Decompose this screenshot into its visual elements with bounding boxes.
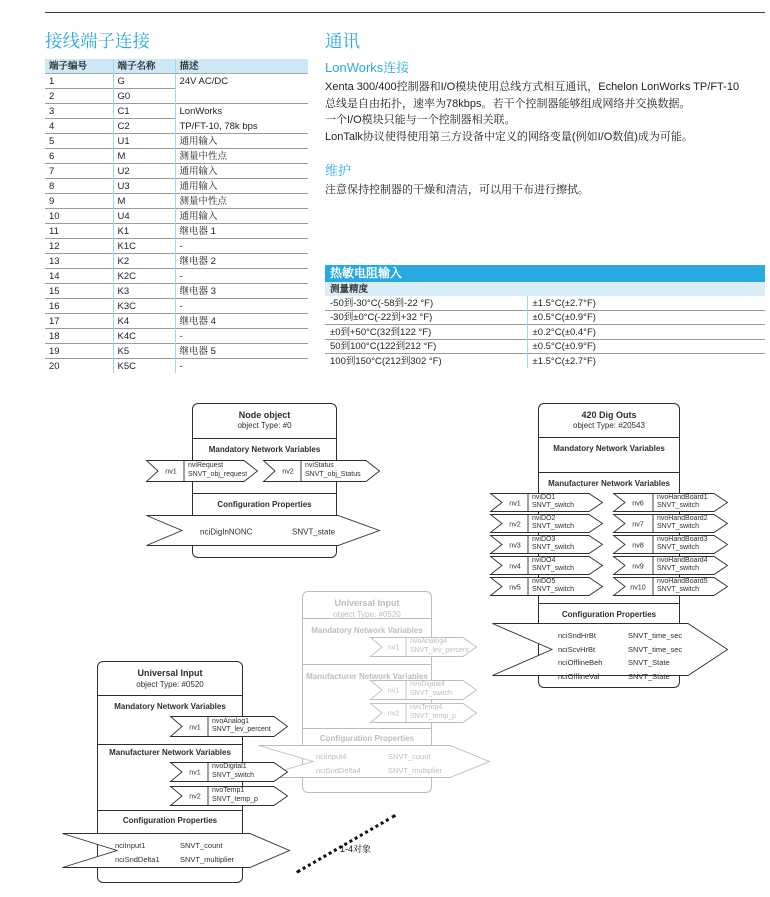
terminal-section-title: 接线端子连接 [45,31,150,51]
terminal-name-cell: K2C [113,269,175,284]
nv-tag: nv10 [630,582,646,591]
diagram-node-object [146,400,386,562]
config-properties-arrow [62,833,290,868]
temperature-range-cell: -50到-30°C(-58到-22 °F) [330,297,434,309]
terminal-table-header-row [45,59,308,74]
terminal-number-cell: 7 [45,164,113,179]
thermistor-section [325,265,765,368]
terminal-desc-cell: 通用输入 [175,179,308,194]
thermistor-row [325,325,765,340]
nv-output-arrow [263,460,380,482]
mandatory-section-header: Mandatory Network Variables [311,626,423,635]
accuracy-cell: ±0.5°C(±0.9°F) [527,339,765,354]
nv-input-arrow [146,460,258,482]
terminal-name-cell: K5C [113,359,175,374]
nv-tag: nv2 [189,791,201,801]
universal-input-title: Universal Input [137,668,203,678]
config-properties-arrow [492,623,728,681]
section-divider [97,744,243,745]
terminal-desc-cell: 通用输入 [175,164,308,179]
output-nv-column [613,493,728,596]
node-object-type: object Type: #0 [237,421,292,430]
universal-input-type: object Type: #0520 [333,610,401,619]
terminal-name-cell: C1 [113,104,175,119]
terminal-desc-cell: 测量中性点 [175,194,308,209]
nv-name: nvoTemp4 [410,704,443,712]
config-name: nciSndDelta1 [115,854,160,864]
nv-name: nvoAnalog4 [410,638,447,646]
terminal-table-row [45,239,308,254]
nv-type: SNVT_temp_p [410,713,456,720]
communication-title: 通讯 [325,31,360,51]
terminal-desc-cell: 24V AC/DC [175,74,308,89]
terminal-name-cell: U2 [113,164,175,179]
terminal-table-row [45,74,308,89]
accuracy-cell: ±0.5°C(±0.9°F) [527,310,765,325]
terminal-number-cell: 13 [45,254,113,269]
config-type: SNVT_State [628,658,670,667]
terminal-desc-cell: - [175,329,308,344]
section-divider [538,603,680,604]
nv-name: nviDO3 [532,535,556,543]
universal-input-title: Universal Input [334,598,400,608]
maintenance-title: 维护 [325,163,352,178]
terminal-name-cell: C2 [113,119,175,134]
temperature-range-cell: ±0到+50°C(32到122 °F) [325,325,527,340]
nv-name: nviStatus [305,462,334,470]
nv-tag: nv2 [282,466,294,476]
terminal-number-cell: 8 [45,179,113,194]
terminal-table-row [45,89,308,104]
nv-tag: nv4 [509,561,521,570]
accuracy-cell: ±0.2°C(±0.4°F) [527,325,765,340]
nv-output-arrow [170,786,288,806]
nv-name: nviDO2 [532,514,556,522]
nv-output-arrow [170,716,288,737]
terminal-number-cell: 6 [45,149,113,164]
thermistor-row [325,339,765,354]
terminal-number-cell: 15 [45,284,113,299]
col-header-description: 描述 [175,59,308,74]
terminal-table-row [45,329,308,344]
nv-name: nvoDigital4 [410,681,445,689]
thermistor-subtitle: 测量精度 [325,282,765,296]
terminal-section [45,30,308,373]
terminal-name-cell: U3 [113,179,175,194]
section-divider [97,695,243,696]
terminal-name-cell: K4C [113,329,175,344]
terminal-name-cell: K2 [113,254,175,269]
communication-section [325,30,765,199]
config-type: SNVT_time_sec [628,644,683,654]
nv-tag: nv1 [387,685,400,695]
terminal-name-cell: U1 [113,134,175,149]
thermistor-table [325,296,765,368]
nv-name: nvoHandBoard4 [657,556,708,564]
terminal-number-cell: 10 [45,209,113,224]
nv-input-arrow [490,514,603,533]
nv-type: SNVT_obj_Status [305,471,361,478]
config-properties-arrow [146,515,380,546]
dig-outs-type: object Type: #20543 [573,421,645,430]
config-name: nciSndHrBt [558,631,596,640]
accuracy-cell: ±1.5°C(±2.7°F) [527,296,765,310]
config-type: SNVT_count [180,841,223,850]
nv-input-arrow [490,535,603,554]
terminal-number-cell: 12 [45,239,113,254]
config-type: SNVT_multiplier [388,765,443,775]
nv-output-arrow [370,680,477,700]
config-type: SNVT_count [388,752,431,761]
terminal-desc-cell: 继电器 5 [175,344,308,359]
nv-type: SNVT_switch [532,565,575,573]
terminal-table-row [45,254,308,269]
nv-tag: nv1 [189,722,201,731]
nv-name: nvoHandBoard2 [657,514,708,522]
terminal-name-cell: M [113,149,175,164]
config-type: SNVT_time_sec [628,631,683,640]
terminal-desc-cell: 测量中性点 [175,149,308,164]
node-object-title: Node object [238,410,291,420]
terminal-table-row [45,134,308,149]
terminal-desc-cell: TP/FT-10, 78k bps [175,119,308,134]
section-divider [192,493,337,494]
manufacturer-section-header: Manufacturer Network Variables [109,748,231,757]
thermistor-row [325,310,765,325]
terminal-desc-cell: 继电器 1 [175,224,308,239]
terminal-name-cell: U4 [113,209,175,224]
nv-tag: nv1 [509,498,521,507]
lonworks-paragraph [325,79,765,145]
terminal-table-row [45,119,308,134]
dig-outs-title: 420 Dig Outs [581,410,637,420]
nv-type: SNVT_switch [657,502,700,510]
terminal-number-cell: 1 [45,74,113,89]
nv-name: nvoHandBoard1 [657,493,708,501]
section-divider [538,472,680,473]
accuracy-cell: ±1.5°C(±2.7°F) [527,354,765,368]
terminal-table-row [45,194,308,209]
nv-tag: nv3 [509,540,521,549]
nv-type: SNVT_switch [532,523,575,531]
nv-tag: nv2 [509,519,521,528]
nv-output-arrow [370,703,477,723]
terminal-name-cell: K1C [113,239,175,254]
paragraph-line: LonTalk协议使得使用第三方设备中定义的网络变量(例如I/O数值)成为可能。 [325,130,693,143]
terminal-table-row [45,359,308,374]
section-divider [538,437,680,438]
terminal-table-row [45,299,308,314]
terminal-table-row [45,284,308,299]
terminal-desc-cell: LonWorks [175,104,308,119]
paragraph-line: 一个I/O模块只能与一个控制器相关联。 [325,114,516,126]
manufacturer-section-header: Manufacturer Network Variables [306,672,428,681]
nv-name: nvoAnalog1 [212,717,249,725]
nv-name: nvoTemp1 [212,787,245,795]
paragraph-line: 总线是自由拓扑，速率为78kbps。若干个控制器能够组成网络并交换数据。 [325,97,691,110]
temperature-range-cell: 50到100°C(122到212 °F) [325,339,527,354]
top-rule [45,12,765,13]
terminal-name-cell: M [113,194,175,209]
terminal-name-cell: K4 [113,314,175,329]
thermistor-title-bar: 热敏电阻输入 [325,265,765,282]
mandatory-section-header: Mandatory Network Variables [553,444,665,453]
terminal-number-cell: 20 [45,359,113,374]
terminal-name-cell: K1 [113,224,175,239]
nv-tag: nv6 [632,498,644,507]
nv-name: nviRequest [188,462,224,470]
nv-tag: nv1 [165,466,177,476]
config-name: nciOfflineBeh [558,658,603,667]
terminal-table [45,59,308,373]
terminal-name-cell: K3 [113,284,175,299]
nv-type: SNVT_switch [532,586,575,594]
nv-type: SNVT_switch [657,565,700,573]
nv-tag: nv5 [509,582,521,591]
terminal-number-cell: 4 [45,119,113,134]
config-name: nciDigInNONC [200,526,253,536]
nv-output-arrow [370,637,477,657]
nv-type: SNVT_switch [657,586,700,594]
section-divider [97,810,243,811]
col-header-terminal-name: 端子名称 [113,59,175,74]
config-type: SNVT_State [628,671,670,681]
nv-type: SNVT_lev_percent [410,647,469,654]
section-divider [302,664,432,665]
nv-tag: nv8 [632,540,644,549]
terminal-desc-cell: - [175,359,308,374]
nv-output-arrow [613,577,728,596]
nv-output-arrow [613,493,728,512]
nv-input-arrow [490,577,603,596]
terminal-name-cell: K3C [113,299,175,314]
config-section-header: Configuration Properties [319,734,415,743]
terminal-table-row [45,209,308,224]
diagram-420-dig-outs [490,400,730,692]
config-section-header: Configuration Properties [561,610,657,619]
terminal-desc-cell: 继电器 3 [175,284,308,299]
object-range-label: 1-4对象 [340,844,372,854]
mandatory-section-header: Mandatory Network Variables [208,445,321,454]
universal-input-type: object Type: #0520 [136,680,204,689]
nv-tag: nv2 [387,708,400,718]
config-section-header: Configuration Properties [122,816,218,825]
input-nv-column [490,493,603,596]
terminal-desc-cell: 继电器 2 [175,254,308,269]
manufacturer-section-header: Manufacturer Network Variables [548,479,670,488]
terminal-number-cell: 16 [45,299,113,314]
terminal-desc-cell: 通用输入 [175,209,308,224]
nv-name: nviDO1 [532,493,556,501]
terminal-number-cell: 18 [45,329,113,344]
nv-type: SNVT_switch [410,690,453,697]
terminal-number-cell: 19 [45,344,113,359]
config-section-header: Configuration Properties [217,500,312,509]
terminal-name-cell: K5 [113,344,175,359]
nv-type: SNVT_lev_percent [212,726,271,734]
section-divider [302,618,432,619]
terminal-table-row [45,344,308,359]
nv-input-arrow [490,493,603,512]
mandatory-section-header: Mandatory Network Variables [114,702,226,711]
nv-type: SNVT_switch [657,544,700,552]
terminal-desc-cell: 继电器 4 [175,314,308,329]
config-name: nciOfflineVal [558,671,600,681]
config-type: SNVT_multiplier [180,854,235,864]
nv-tag: nv1 [189,767,201,777]
terminal-desc-cell: - [175,269,308,284]
temperature-range-cell: -30到±0°C(-22到+32 °F) [325,310,527,325]
nv-type: SNVT_switch [532,502,575,510]
nv-type: SNVT_obj_request [188,471,248,478]
terminal-table-row [45,179,308,194]
terminal-table-row [45,314,308,329]
col-header-terminal-number: 端子编号 [45,59,113,74]
nv-type: SNVT_switch [657,523,700,531]
nv-name: nvoHandBoard3 [657,535,708,543]
section-divider [302,728,432,729]
paragraph-line: Xenta 300/400控制器和I/O模块使用总线方式相互通讯，Echelon LonWorks TP/FT-10 [325,81,740,93]
nv-name: nviDO4 [532,556,556,564]
nv-name: nviDO5 [532,577,556,585]
thermistor-row [325,354,765,368]
nv-output-arrow [613,535,728,554]
nv-type: SNVT_switch [212,772,255,779]
terminal-table-row [45,269,308,284]
nv-tag: nv9 [632,561,644,570]
thermistor-row [325,296,765,310]
config-type: SNVT_state [292,526,336,536]
terminal-name-cell: G0 [113,89,175,104]
diagram-universal-input [62,658,297,890]
config-name: nciInput4 [316,752,347,761]
maintenance-paragraph [325,182,765,199]
terminal-number-cell: 2 [45,89,113,104]
terminal-desc-cell: 通用输入 [175,134,308,149]
section-divider [192,438,337,439]
nv-output-arrow [613,556,728,575]
terminal-number-cell: 14 [45,269,113,284]
nv-input-arrow [490,556,603,575]
config-name: nciInput1 [115,841,146,850]
terminal-number-cell: 5 [45,134,113,149]
nv-name: nvoDigital1 [212,763,247,771]
nv-output-arrow [613,514,728,533]
nv-output-arrow [170,762,288,782]
terminal-table-row [45,164,308,179]
terminal-desc-cell: - [175,299,308,314]
nv-type: SNVT_temp_p [212,796,258,803]
terminal-table-row [45,104,308,119]
terminal-table-row [45,149,308,164]
temperature-range-cell: 100到150°C(212到302 °F) [325,354,527,368]
terminal-number-cell: 3 [45,104,113,119]
nv-type: SNVT_switch [532,544,575,552]
terminal-number-cell: 11 [45,224,113,239]
terminal-number-cell: 9 [45,194,113,209]
config-name: nciSndDelta4 [316,765,361,775]
nv-tag: nv7 [632,519,644,528]
terminal-name-cell: G [113,74,175,89]
terminal-number-cell: 17 [45,314,113,329]
terminal-desc-cell [175,89,308,104]
terminal-table-row [45,224,308,239]
paragraph-line: 注意保持控制器的干燥和清洁，可以用干布进行擦拭。 [325,184,589,196]
nv-tag: nv1 [387,642,400,652]
nv-name: nvoHandBoard5 [657,577,708,585]
config-name: nciScvHrBt [558,644,596,654]
terminal-desc-cell: - [175,239,308,254]
lonworks-subtitle: LonWorks连接 [325,60,410,75]
